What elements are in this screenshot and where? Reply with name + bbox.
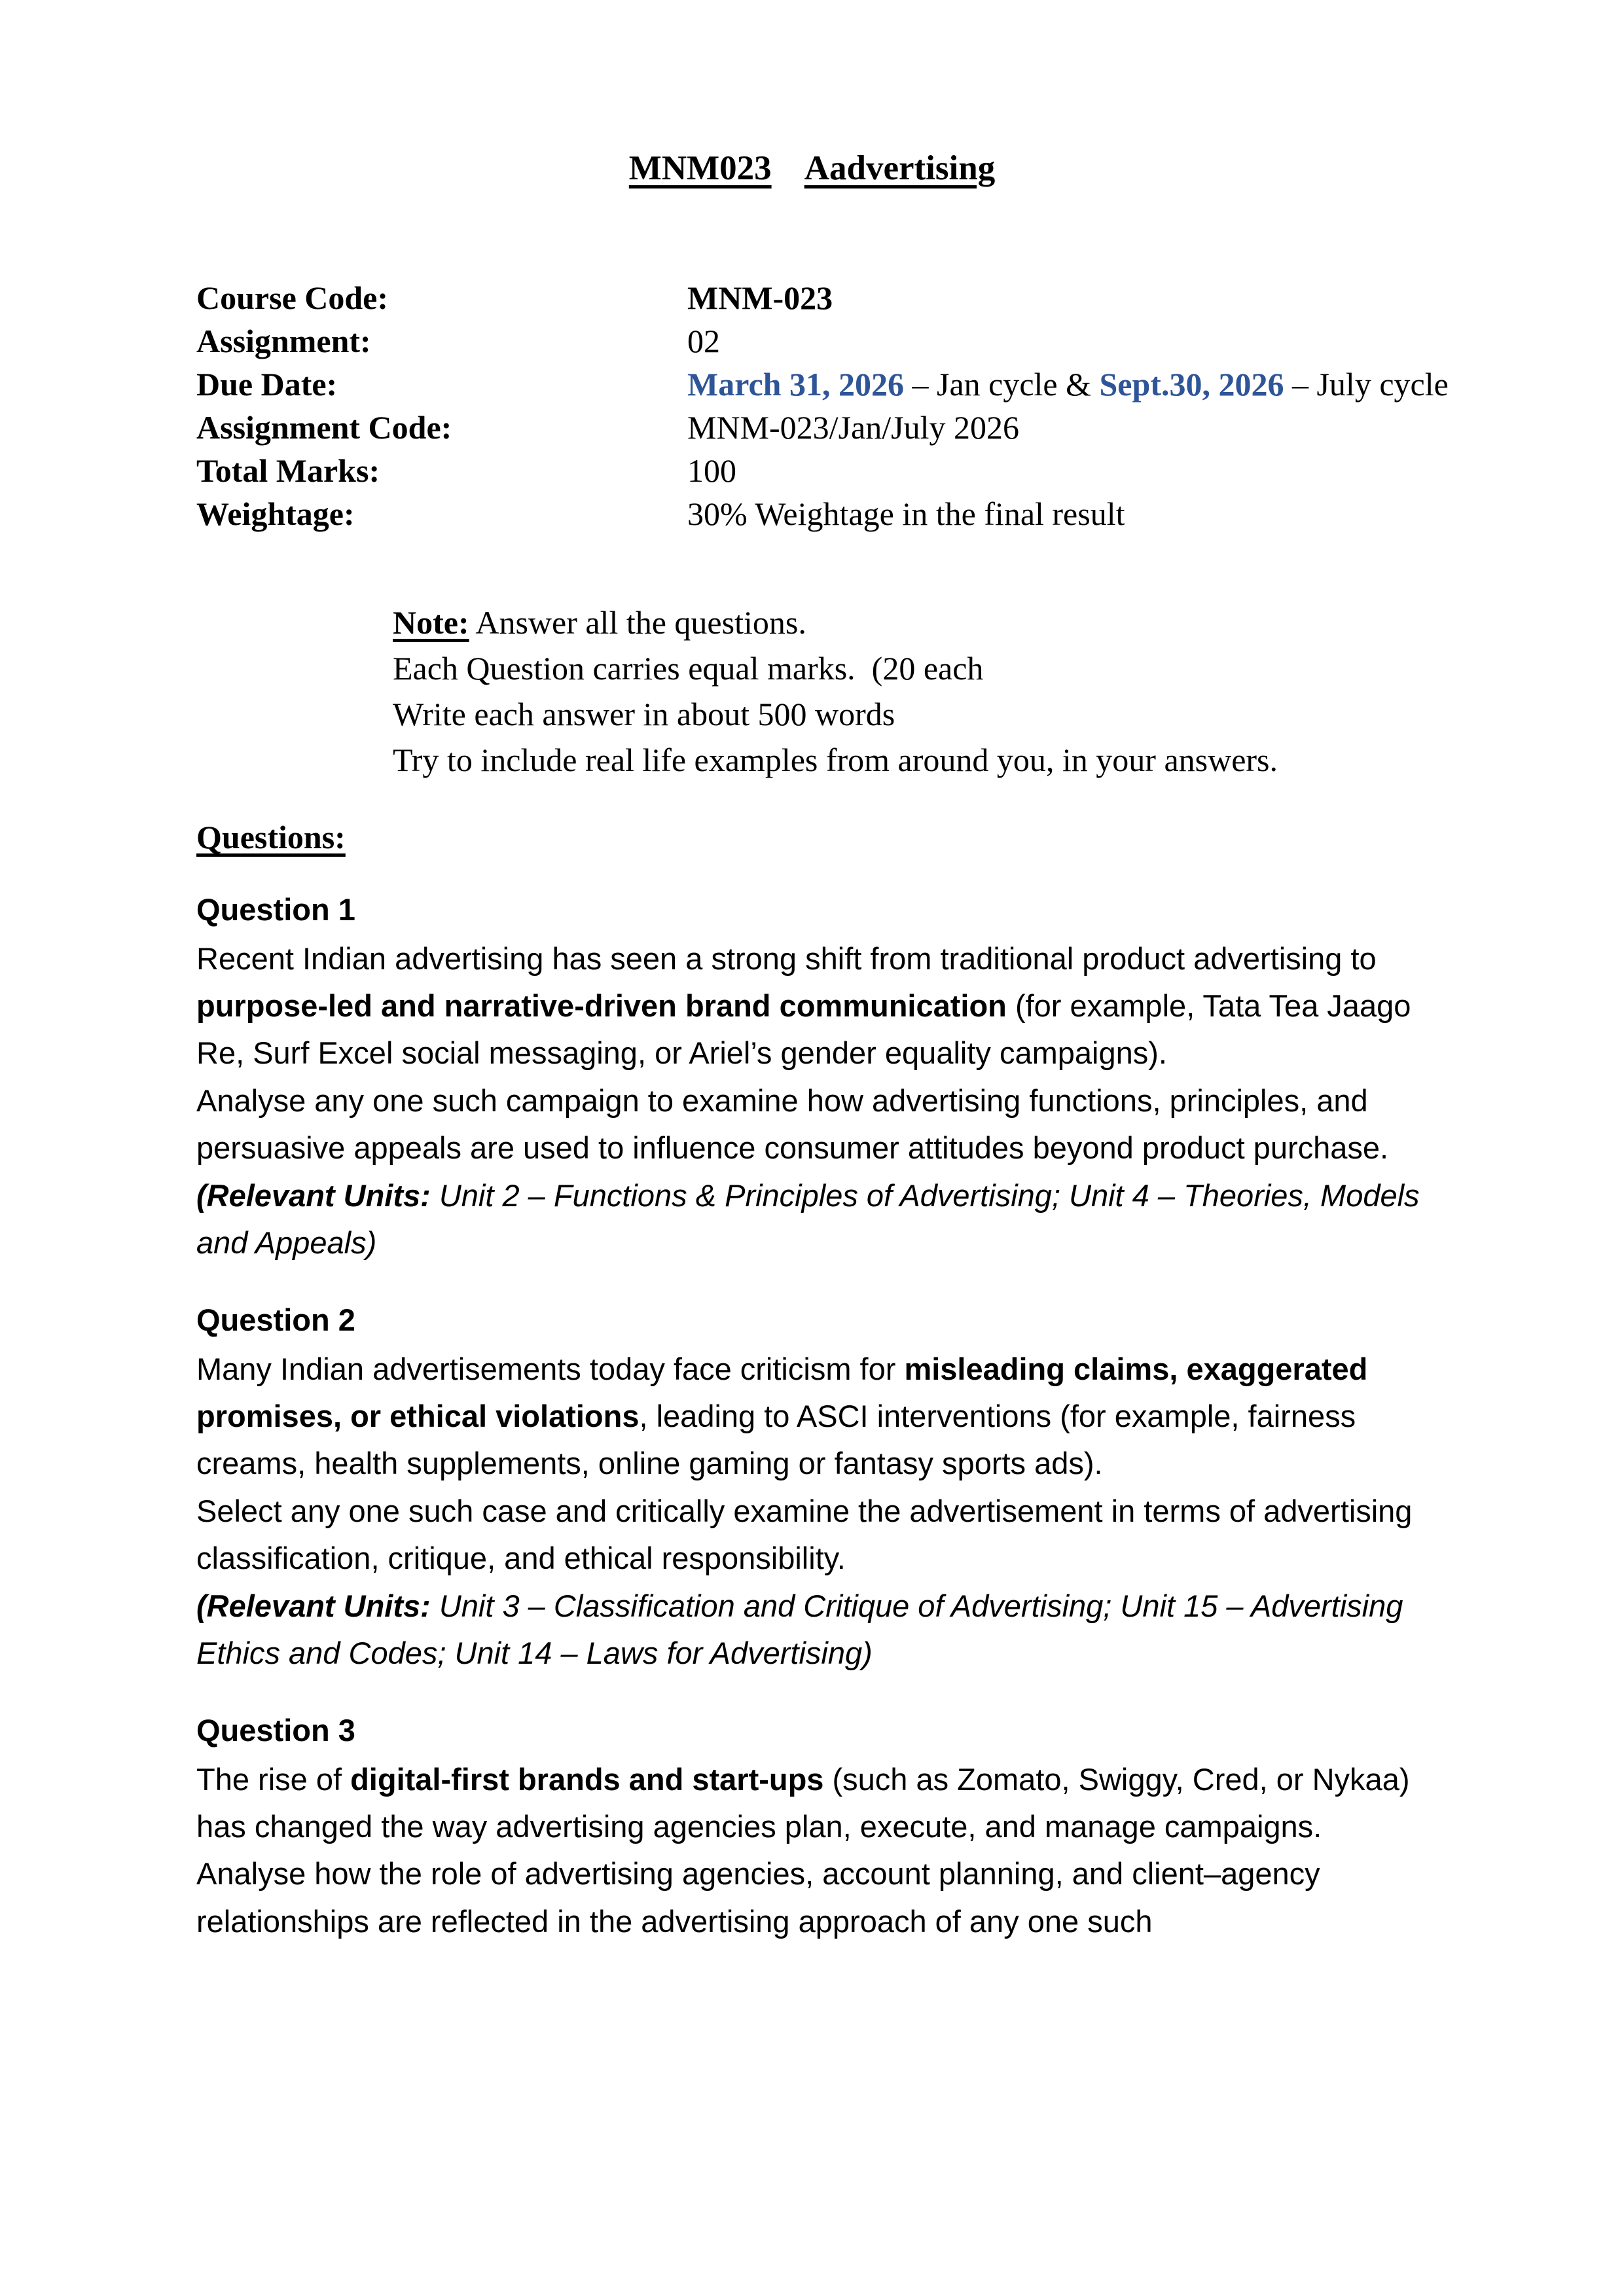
question-3-heading: Question 3 xyxy=(196,1713,355,1748)
page-title xyxy=(0,0,1624,187)
question-1-para1-emphasis: purpose-led and narrative-driven brand communication xyxy=(196,988,1007,1024)
question-block-2 xyxy=(0,1297,1624,1677)
title-subject: Aadvertising xyxy=(804,149,996,187)
note-label: Note: xyxy=(393,604,469,641)
question-2-paragraph-1 xyxy=(196,1346,1467,1488)
question-3-paragraph-1 xyxy=(196,1756,1467,1851)
question-block-1 xyxy=(0,886,1624,1266)
question-1-para1-b: (for example, Tata Tea Jaago Re, Surf Excel social messaging, or Ariel’s gender equality campaigns). xyxy=(196,988,1411,1071)
meta-value-assignment: 02 xyxy=(687,323,720,360)
question-1-paragraph-1 xyxy=(196,935,1467,1077)
question-2-units-label: (Relevant Units: xyxy=(196,1588,431,1623)
meta-value-total-marks: 100 xyxy=(687,452,736,490)
question-1-para1-a: Recent Indian advertising has seen a strong shift from traditional product advertising to xyxy=(196,941,1377,976)
note-line-first-text: Answer all the questions. xyxy=(469,604,806,641)
due-date-jan-cycle-date: March 31, 2026 xyxy=(687,366,904,403)
question-1-paragraph-2: Analyse any one such campaign to examine how advertising functions, principles, and persuasive appeals are used to influence consumer attitudes beyond product purchase. xyxy=(196,1083,1389,1166)
meta-row-total-marks xyxy=(196,449,1624,492)
title-gap xyxy=(772,149,804,187)
question-1-units-text: Unit 2 – Functions & Principles of Advertising; Unit 4 – Theories, Models and Appeals) xyxy=(196,1177,1420,1260)
question-2-para1-b: , leading to ASCI interventions (for example, fairness creams, health supplements, online gaming or fantasy sports ads). xyxy=(196,1399,1356,1481)
assignment-meta-table xyxy=(0,276,1624,535)
note-line-examples: Try to include real life examples from around you, in your answers. xyxy=(393,742,1278,779)
meta-label-assignment-code: Assignment Code: xyxy=(196,409,452,446)
question-2-paragraph-2: Select any one such case and critically examine the advertisement in terms of advertising classification, critique, and ethical responsibility. xyxy=(196,1493,1413,1576)
due-date-july-cycle-label: – July cycle xyxy=(1284,366,1449,403)
due-date-july-cycle-date: Sept.30, 2026 xyxy=(1099,366,1284,403)
meta-label-course-code: Course Code: xyxy=(196,279,389,317)
question-2-units-text: Unit 3 – Classification and Critique of Advertising; Unit 15 – Advertising Ethics and Codes; Unit 14 – Laws for Advertising) xyxy=(196,1588,1403,1670)
question-2-heading: Question 2 xyxy=(196,1302,355,1338)
question-2-relevant-units xyxy=(196,1583,1467,1677)
question-2-para1-a: Many Indian advertisements today face criticism for xyxy=(196,1351,905,1386)
meta-value-due-date xyxy=(687,363,1624,406)
meta-row-assignment-code xyxy=(196,406,1624,449)
meta-row-assignment xyxy=(196,319,1624,363)
questions-heading xyxy=(0,818,1624,856)
note-block xyxy=(0,600,1624,783)
question-1-units-label: (Relevant Units: xyxy=(196,1177,431,1213)
note-line-first xyxy=(393,600,1624,645)
meta-row-weightage xyxy=(196,492,1624,535)
question-block-3 xyxy=(0,1707,1624,1945)
meta-label-assignment: Assignment: xyxy=(196,323,371,360)
question-3-para1-emphasis: digital-first brands and start-ups xyxy=(350,1761,824,1797)
question-3-para1-b: (such as Zomato, Swiggy, Cred, or Nykaa) has changed the way advertising agencies plan, execute, and manage campaigns. xyxy=(196,1761,1410,1844)
title-course-code: MNM023 xyxy=(628,149,772,187)
meta-label-total-marks: Total Marks: xyxy=(196,452,380,490)
meta-value-weightage: 30% Weightage in the final result xyxy=(687,495,1125,533)
note-line-marks: Each Question carries equal marks. (20 each xyxy=(393,650,984,687)
due-date-jan-cycle-label: – Jan cycle & xyxy=(903,366,1100,403)
questions-heading-text: Questions: xyxy=(196,819,346,856)
note-line-word-count: Write each answer in about 500 words xyxy=(393,696,895,733)
question-3-para1-a: The rise of xyxy=(196,1761,351,1797)
question-1-relevant-units xyxy=(196,1172,1467,1267)
meta-row-due-date xyxy=(196,363,1624,406)
meta-value-course-code: MNM-023 xyxy=(687,279,833,317)
meta-label-weightage: Weightage: xyxy=(196,495,355,533)
meta-row-course-code xyxy=(196,276,1624,319)
meta-label-due-date: Due Date: xyxy=(196,366,338,403)
question-3-paragraph-2: Analyse how the role of advertising agencies, account planning, and client–agency relationships are reflected in the advertising approach of any one such xyxy=(196,1856,1320,1939)
meta-value-assignment-code: MNM-023/Jan/July 2026 xyxy=(687,409,1019,446)
question-1-heading: Question 1 xyxy=(196,892,355,927)
question-2-para1-emphasis: misleading claims, exaggerated promises, or ethical violations xyxy=(196,1351,1368,1434)
